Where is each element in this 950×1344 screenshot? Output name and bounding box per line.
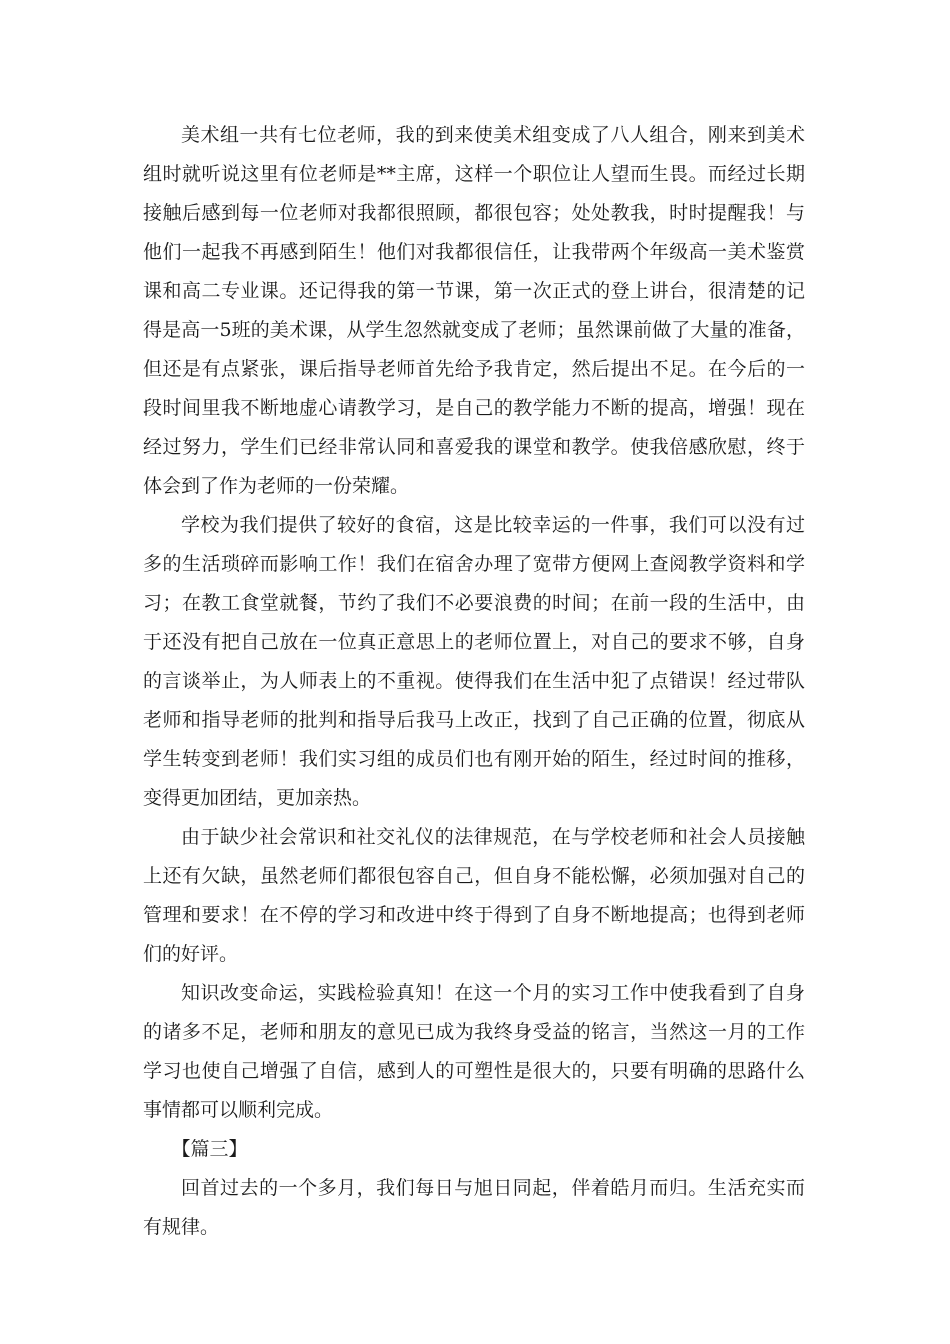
paragraph-accommodation: 学校为我们提供了较好的食宿，这是比较幸运的一件事，我们可以没有过多的生活琐碎而影响工作！我们在宿舍办理了宽带方便网上查阅教学资料和学习；在教工食堂就餐，节约了我们不必要浪费的时间；在前一段的生活中，由于还没有把自己放在一位真正意思上的老师位置上，对自己的要求不够，自身的言谈举止，为人师表上的不重视。使得我们在生活中犯了点错误！经过带队老师和指导老师的批判和指导后我马上改正，找到了自己正确的位置，彻底从学生转变到老师！我们实习组的成员们也有刚开始的陌生，经过时间的推移，变得更加团结，更加亲热。 [143,514,805,809]
paragraph-closing: 回首过去的一个多月，我们每日与旭日同起，伴着皓月而归。生活充实而有规律。 [143,1177,805,1238]
paragraph-art-group: 美术组一共有七位老师，我的到来使美术组变成了八人组合，刚来到美术组时就听说这里有位老师是**主席，这样一个职位让人望而生畏。而经过长期接触后感到每一位老师对我都很照顾，都很包容；处处教我，时时提醒我！与他们一起我不再感到陌生！他们对我都很信任，让我带两个年级高一美术鉴赏课和高二专业课。还记得我的第一节课，第一次正式的登上讲台，很清楚的记得是高一5班的美术课，从学生忽然就变成了老师；虽然课前做了大量的准备，但还是有点紧张，课后指导老师首先给予我肯定，然后提出不足。在今后的一段时间里我不断地虚心请教学习，是自己的教学能力不断的提高，增强！现在经过努力，学生们已经非常认同和喜爱我的课堂和教学。使我倍感欣慰，终于体会到了作为老师的一份荣耀。 [143,124,805,497]
paragraph-knowledge: 知识改变命运，实践检验真知！在这一个月的实习工作中使我看到了自身的诸多不足，老师和朋友的意见已成为我终身受益的铭言，当然这一月的工作学习也使自己增强了自信，感到人的可塑性是很大的，只要有明确的思路什么事情都可以顺利完成。 [143,982,805,1121]
paragraph-social-etiquette: 由于缺少社会常识和社交礼仪的法律规范，在与学校老师和社会人员接触上还有欠缺，虽然老师们都很包容自己，但自身不能松懈，必须加强对自己的管理和要求！在不停的学习和改进中终于得到了自身不断地提高；也得到老师们的好评。 [143,826,805,965]
section-heading: 【篇三】 [171,1138,248,1160]
document-body [143,116,805,1247]
